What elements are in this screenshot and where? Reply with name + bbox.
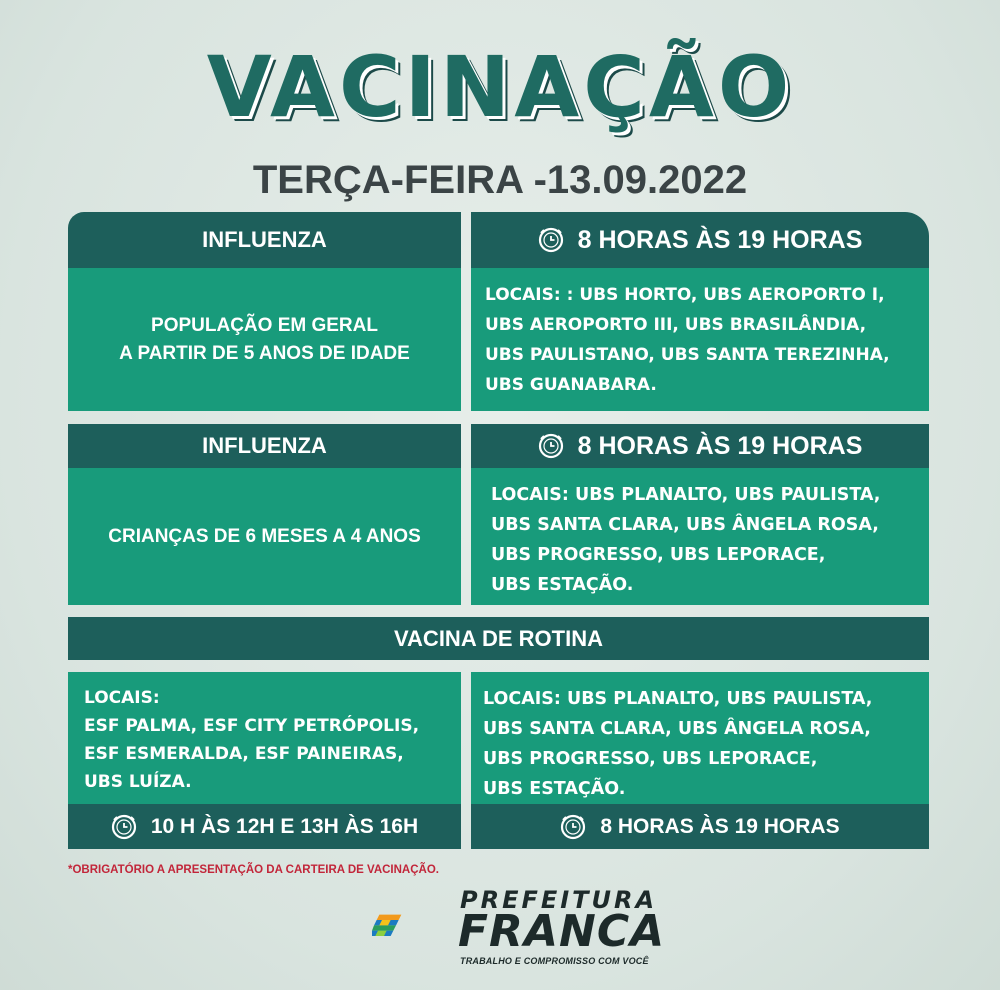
section3-right-locals (471, 672, 929, 804)
section3-right-locals-line: UBS PLANALTO, UBS PAULISTA, (560, 689, 873, 709)
logo-line2: FRANCA (458, 906, 666, 957)
section1-audience-line2: A PARTIR DE 5 ANOS DE IDADE (119, 342, 410, 364)
clock-icon (560, 814, 586, 840)
logo-tagline: TRABALHO E COMPROMISSO COM VOCÊ (460, 956, 649, 966)
section2-locals-line: UBS PLANALTO, UBS PAULISTA, (568, 485, 881, 505)
section3-header-text: VACINA DE ROTINA (394, 625, 603, 651)
requirement-note: *OBRIGATÓRIO A APRESENTAÇÃO DA CARTEIRA DE VACINAÇÃO. (68, 864, 439, 876)
section3-left-locals-line: UBS LUÍZA. (84, 772, 192, 792)
section1-locals-line: UBS PAULISTANO, UBS SANTA TEREZINHA, (485, 345, 890, 365)
section2-locals (471, 468, 929, 605)
section1-header-text: INFLUENZA (202, 227, 327, 252)
section3-right-locals-line: UBS PROGRESSO, UBS LEPORACE, (483, 749, 818, 769)
section1-locals-label: LOCAIS: : (485, 285, 574, 305)
section3-left-locals-line: ESF ESMERALDA, ESF PAINEIRAS, (84, 744, 404, 764)
section1-hours-text: 8 HORAS ÀS 19 HORAS (577, 225, 863, 254)
section1-locals-line: UBS HORTO, UBS AEROPORTO I, (573, 285, 885, 305)
section2-header-text: INFLUENZA (202, 433, 327, 458)
section2-locals-line: UBS ESTAÇÃO. (491, 575, 634, 595)
prefeitura-logo-icon (372, 888, 462, 964)
section3-left-locals-line: ESF PALMA, ESF CITY PETRÓPOLIS, (84, 716, 420, 736)
section3-right-locals-line: UBS SANTA CLARA, UBS ÂNGELA ROSA, (483, 719, 871, 739)
section1-locals-line: UBS GUANABARA. (485, 375, 657, 395)
section3-left-hours (68, 804, 461, 849)
page-title: VACINAÇÃO (206, 38, 794, 136)
section1-header (68, 212, 461, 268)
section1-locals (471, 268, 929, 411)
section3-right-locals-label: LOCAIS: (483, 689, 561, 709)
section3-left-hours-text: 10 H ÀS 12H E 13H ÀS 16H (150, 814, 419, 838)
section3-header (68, 617, 929, 660)
section3-right-locals-line: UBS ESTAÇÃO. (483, 779, 626, 799)
section1-hours (471, 212, 929, 268)
section2-locals-line: UBS SANTA CLARA, UBS ÂNGELA ROSA, (491, 515, 879, 535)
section3-left-locals-label: LOCAIS: (84, 688, 160, 708)
logo-line1: PREFEITURA (460, 886, 658, 914)
section2-locals-label: LOCAIS: (491, 485, 569, 505)
section3-right-hours (471, 804, 929, 849)
clock-icon (538, 227, 564, 253)
section2-hours (471, 424, 929, 468)
date-subtitle: TERÇA-FEIRA -13.09.2022 (252, 158, 748, 202)
clock-icon (111, 814, 137, 840)
section1-audience (68, 268, 461, 411)
section3-left-locals (68, 672, 461, 804)
section1-audience-line1: POPULAÇÃO EM GERAL (151, 314, 378, 336)
section2-audience-text: CRIANÇAS DE 6 MESES A 4 ANOS (108, 525, 421, 547)
section2-hours-text: 8 HORAS ÀS 19 HORAS (577, 431, 863, 460)
section2-audience (68, 468, 461, 605)
section1-locals-line: UBS AEROPORTO III, UBS BRASILÂNDIA, (485, 315, 867, 335)
section3-right-hours-text: 8 HORAS ÀS 19 HORAS (600, 814, 840, 838)
section2-header (68, 424, 461, 468)
section2-locals-line: UBS PROGRESSO, UBS LEPORACE, (491, 545, 826, 565)
clock-icon (538, 433, 564, 459)
